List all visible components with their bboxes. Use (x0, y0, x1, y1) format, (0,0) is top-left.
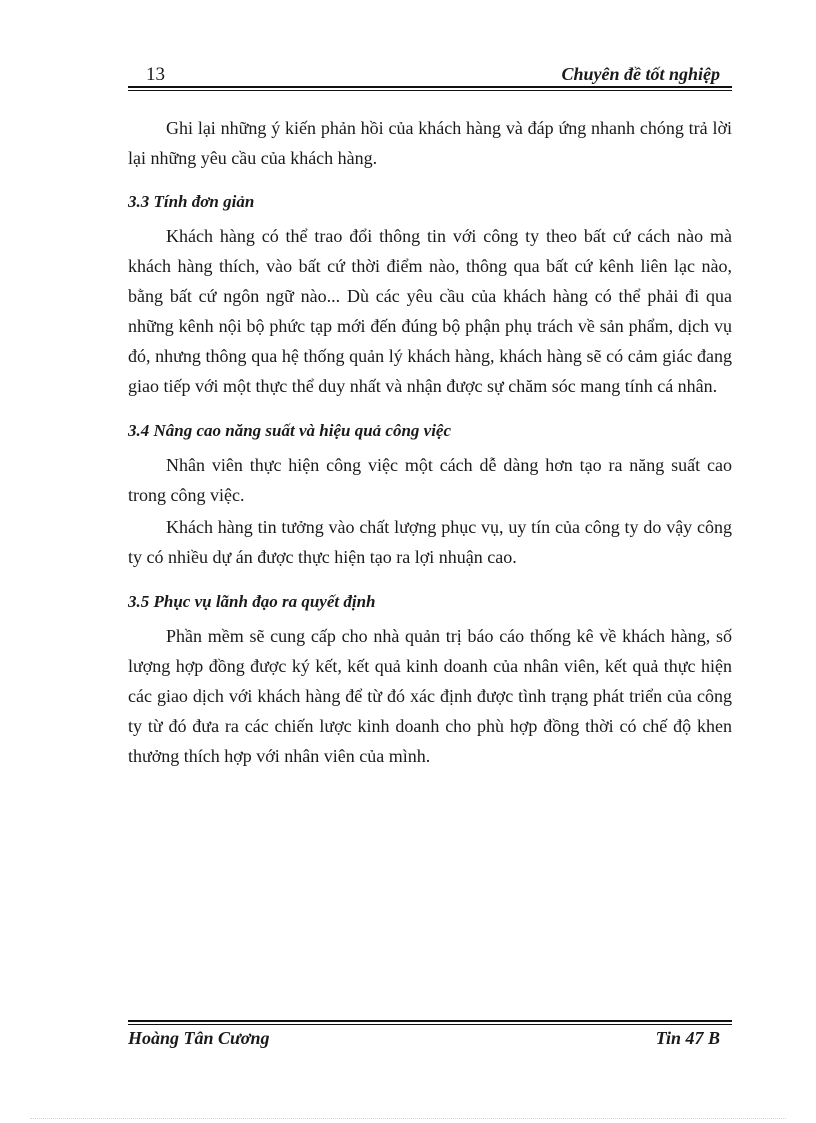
page-body (128, 113, 732, 771)
footer-rule (128, 1020, 732, 1022)
section-3-3-paragraph: Khách hàng có thể trao đổi thông tin với công ty theo bất cứ cách nào mà khách hàng thích, vào bất cứ thời điểm nào, thông qua bất cứ kênh liên lạc nào, bằng bất cứ ngôn ngữ nào... Dù các yêu cầu của khách hàng có thể phải đi qua những kênh nội bộ phức tạp mới đến đúng bộ phận phụ trách về sản phẩm, dịch vụ đó, nhưng thông qua hệ thống quản lý khách hàng, khách hàng sẽ có cảm giác đang giao tiếp với một thực thể duy nhất và nhận được sự chăm sóc mang tính cá nhân. (128, 226, 732, 396)
page-header (128, 60, 732, 92)
page-edge-divider (30, 1118, 786, 1119)
section-3-4-paragraph-2: Khách hàng tin tưởng vào chất lượng phục vụ, uy tín của công ty do vậy công ty có nhiều dự án được thực hiện tạo ra lợi nhuận cao. (128, 517, 732, 567)
intro-paragraph: Ghi lại những ý kiến phản hồi của khách hàng và đáp ứng nhanh chóng trả lời lại những yêu cầu của khách hàng. (128, 118, 732, 168)
class-code: Tin 47 B (655, 1028, 720, 1048)
footer-rule-thin (128, 1024, 732, 1025)
header-rule (128, 86, 732, 88)
section-3-4-paragraph-1: Nhân viên thực hiện công việc một cách dễ dàng hơn tạo ra năng suất cao trong công việc. (128, 455, 732, 505)
section-heading-3-4: 3.4 Nâng cao năng suất và hiệu quả công việc (128, 421, 452, 440)
page-footer (128, 1020, 732, 1050)
section-heading-3-5: 3.5 Phục vụ lãnh đạo ra quyết định (128, 592, 376, 611)
section-3-5-paragraph: Phần mềm sẽ cung cấp cho nhà quản trị báo cáo thống kê về khách hàng, số lượng hợp đồng được ký kết, kết quả kinh doanh của nhân viên, kết quả thực hiện các giao dịch với khách hàng để từ đó xác định được tình trạng phát triển của công ty từ đó đưa ra các chiến lược kinh doanh cho phù hợp đồng thời có chế độ khen thưởng thích hợp với nhân viên của mình. (128, 626, 732, 766)
document-title: Chuyên đề tốt nghiệp (561, 64, 720, 84)
author-name: Hoàng Tân Cương (128, 1028, 270, 1048)
header-rule-thin (128, 90, 732, 91)
section-heading-3-3: 3.3 Tính đơn giản (128, 192, 255, 211)
page-number: 13 (146, 64, 165, 85)
